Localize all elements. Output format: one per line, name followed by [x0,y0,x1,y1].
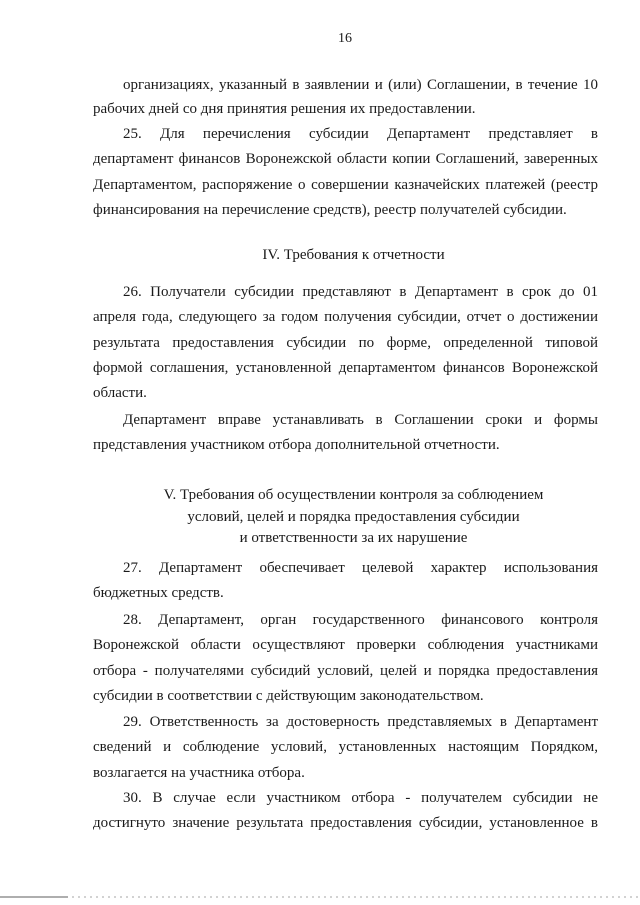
paragraph-line: результата предоставления субсидии по форме, определенной типовой [93,334,598,351]
paragraph-line: рабочих дней со дня принятия решения их предоставлении. [93,101,476,117]
paragraph-line: достигнуто значение результата предоставления субсидии, установленное в [93,815,598,832]
paragraph-line: представления участником отбора дополнительной отчетности. [93,437,500,454]
paragraph-line: 26. Получатели субсидии представляют в Департамент в срок до 01 [123,284,598,300]
paragraph-line: 27. Департамент обеспечивает целевой характер использования [123,560,598,576]
paragraph-line: апреля года, следующего за годом получения субсидии, отчет о достижении [93,309,598,326]
paragraph-line: формой соглашения, установленной департаментом финансов Воронежской [93,359,598,376]
paragraph-line: 29. Ответственность за достоверность представляемых в Департамент [123,714,598,730]
paragraph-line: отбора - получателями субсидий условий, целей и порядка предоставления [93,662,598,679]
section-heading-line: и ответственности за их нарушение [239,530,468,546]
paragraph-line: области. [93,385,147,402]
paragraph-line: сведений и соблюдение условий, установленных настоящим Порядком, [93,739,598,756]
page-number: 16 [338,31,352,46]
paragraph-line: Воронежской области осуществляют проверки соблюдения участниками [93,637,598,654]
paragraph-line: 30. В случае если участником отбора - получателем субсидии не [123,790,598,806]
paragraph-line: 28. Департамент, орган государственного финансового контроля [123,612,598,628]
paragraph-line: организациях, указанный в заявлении и (или) Соглашении, в течение 10 [123,77,598,93]
scan-edge-artifact [0,896,640,898]
paragraph-line: департамент финансов Воронежской области копии Соглашений, заверенных [93,151,598,168]
section-heading-line: IV. Требования к отчетности [262,247,445,263]
paragraph-line: бюджетных средств. [93,585,224,602]
section-heading-line: V. Требования об осуществлении контроля за соблюдением [163,487,544,503]
paragraph-line: Департамент вправе устанавливать в Соглашении сроки и формы [123,412,598,428]
paragraph-line: возлагается на участника отбора. [93,764,305,781]
section-heading-line: условий, целей и порядка предоставления субсидии [187,508,520,525]
paragraph-line: финансирования на перечисление средств), реестр получателей субсидии. [93,201,567,218]
paragraph-line: субсидии в соответствии с действующим законодательством. [93,687,484,704]
paragraph-line: 25. Для перечисления субсидии Департамент представляет в [123,126,598,142]
paragraph-line: Департаментом, распоряжение о совершении казначейских платежей (реестр [93,176,598,193]
